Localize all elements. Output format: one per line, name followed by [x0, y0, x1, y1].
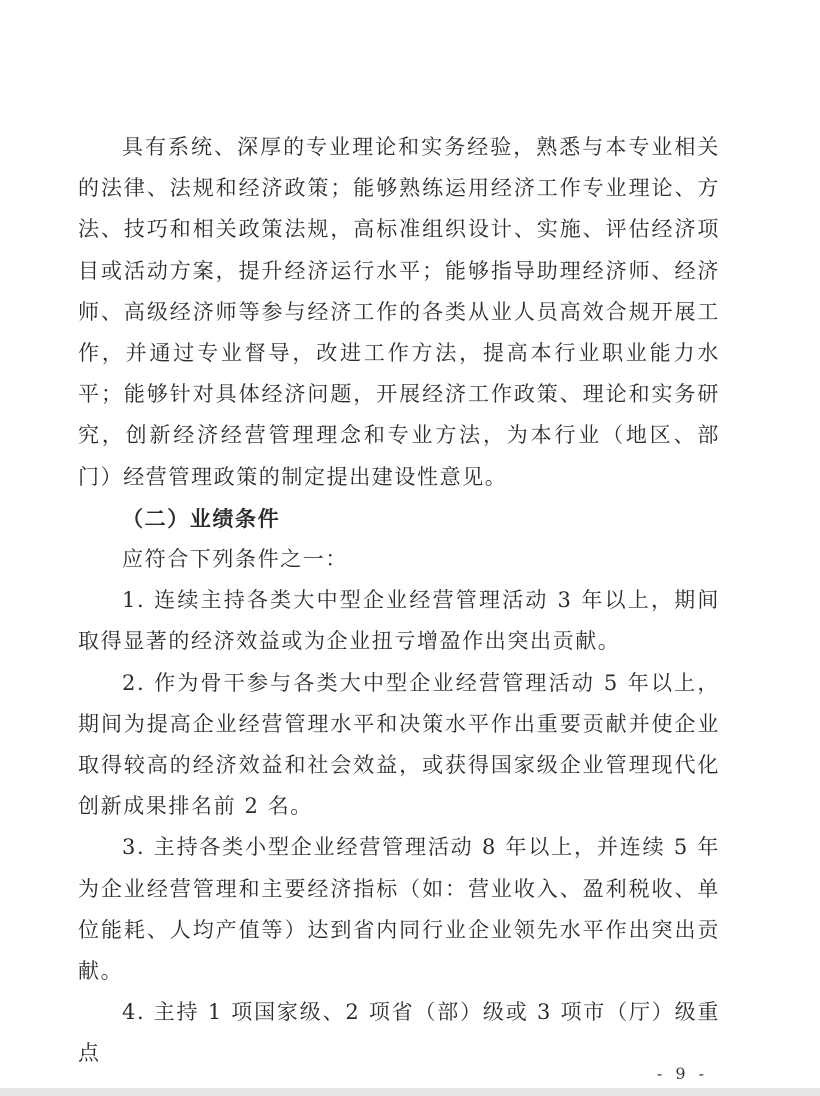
section-heading-performance: （二）业绩条件 — [122, 505, 281, 531]
list-item-4: 4. 主持 1 项国家级、2 项省（部）级或 3 项市（厅）级重点 — [78, 1000, 720, 1066]
list-item-1: 1. 连续主持各类大中型企业经营管理活动 3 年以上，期间取得显著的经济效益或为企业扭亏增盈作出突出贡献。 — [78, 588, 720, 654]
paragraph-intro: 应符合下列条件之一： — [122, 547, 348, 572]
page-number: - 9 - — [656, 1064, 708, 1083]
document-body — [78, 127, 720, 1075]
list-item-2: 2. 作为骨干参与各类大中型企业经营管理活动 5 年以上，期间为提高企业经营管理水平和决策水平作出重要贡献并使企业取得较高的经济效益和社会效益，或获得国家级企业管理现代化创新成果排名前 2 名。 — [78, 670, 720, 819]
list-item-3: 3. 主持各类小型企业经营管理活动 8 年以上，并连续 5 年为企业经营管理和主要经济指标（如：营业收入、盈利税收、单位能耗、人均产值等）达到省内同行业企业领先水平作出突出贡献。 — [78, 835, 720, 984]
viewer-bottom-edge — [0, 1088, 820, 1096]
paragraph-qualifications: 具有系统、深厚的专业理论和实务经验，熟悉与本专业相关的法律、法规和经济政策；能够熟练运用经济工作专业理论、方法、技巧和相关政策法规，高标准组织设计、实施、评估经济项目或活动方案，提升经济运行水平；能够指导助理经济师、经济师、高级经济师等参与经济工作的各类从业人员高效合规开展工作，并通过专业督导，改进工作方法，提高本行业职业能力水平；能够针对具体经济问题，开展经济工作政策、理论和实务研究，创新经济经营管理理念和专业方法，为本行业（地区、部门）经营管理政策的制定提出建设性意见。 — [78, 135, 720, 489]
